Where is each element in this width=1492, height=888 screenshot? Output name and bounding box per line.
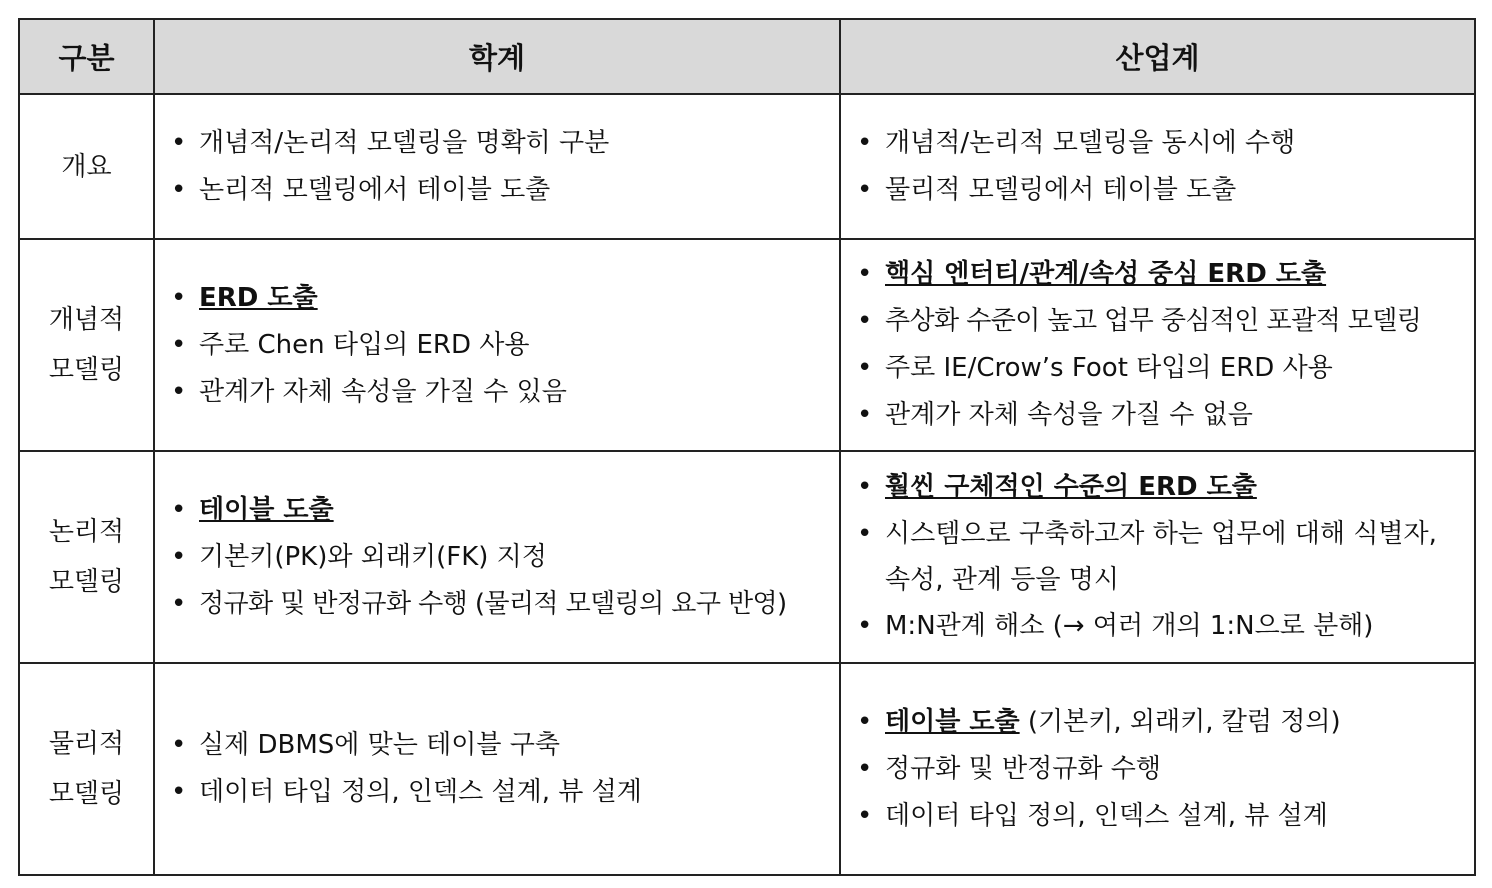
list-item: • 데이터 타입 정의, 인덱스 설계, 뷰 설계 — [853, 793, 1464, 840]
industry-cell — [840, 451, 1475, 663]
industry-cell — [840, 239, 1475, 451]
row-label — [19, 663, 154, 875]
list-item: • 추상화 수준이 높고 업무 중심적인 포괄적 모델링 — [853, 298, 1464, 345]
industry-cell — [840, 94, 1475, 239]
row-label-line: 모델링 — [48, 779, 125, 809]
list-item: • 관계가 자체 속성을 가질 수 있음 — [167, 369, 829, 416]
bullet-list — [841, 120, 1474, 214]
comparison-table — [18, 18, 1476, 876]
list-item: • 정규화 및 반정규화 수행 (물리적 모델링의 요구 반영) — [167, 581, 829, 628]
list-item: • 주로 IE/Crow’s Foot 타입의 ERD 사용 — [853, 345, 1464, 392]
list-item-suffix: (기본키, 외래키, 칼럼 정의) — [1019, 706, 1341, 737]
row-logical-modeling — [19, 451, 1475, 663]
row-label — [19, 94, 154, 239]
list-item — [853, 251, 1464, 298]
row-conceptual-modeling — [19, 239, 1475, 451]
list-item: • 개념적/논리적 모델링을 동시에 수행 — [853, 120, 1464, 167]
row-label — [19, 239, 154, 451]
academia-cell — [154, 663, 840, 875]
list-item: • 데이터 타입 정의, 인덱스 설계, 뷰 설계 — [167, 769, 829, 816]
list-item: • 논리적 모델링에서 테이블 도출 — [167, 167, 829, 214]
header-academia: 학계 — [154, 19, 840, 94]
header-row — [19, 19, 1475, 94]
emphasis-text: 핵심 엔터티/관계/속성 중심 ERD 도출 — [885, 259, 1327, 289]
row-label-line: 개념적 — [48, 305, 125, 335]
list-item — [853, 699, 1464, 746]
industry-cell — [840, 663, 1475, 875]
header-category: 구분 — [19, 19, 154, 94]
row-label-line: 논리적 — [48, 517, 125, 547]
emphasis-text: 테이블 도출 — [885, 706, 1020, 737]
row-overview — [19, 94, 1475, 239]
row-label-line: 모델링 — [48, 567, 125, 597]
emphasis-text: 테이블 도출 — [199, 494, 334, 525]
academia-cell — [154, 94, 840, 239]
list-item — [167, 275, 829, 322]
list-item: • 개념적/논리적 모델링을 명확히 구분 — [167, 120, 829, 167]
list-item: • 실제 DBMS에 맞는 테이블 구축 — [167, 722, 829, 769]
list-item: • 시스템으로 구축하고자 하는 업무에 대해 식별자, 속성, 관계 등을 명시 — [853, 511, 1464, 603]
emphasis-text: ERD 도출 — [199, 282, 318, 313]
bullet-list — [841, 251, 1474, 439]
list-item: • 정규화 및 반정규화 수행 — [853, 746, 1464, 793]
list-item: • 주로 Chen 타입의 ERD 사용 — [167, 322, 829, 369]
academia-cell — [154, 451, 840, 663]
row-label — [19, 451, 154, 663]
academia-cell — [154, 239, 840, 451]
bullet-list — [841, 699, 1474, 840]
row-label-line: 모델링 — [48, 355, 125, 385]
emphasis-text: 훨씬 구체적인 수준의 ERD 도출 — [885, 472, 1257, 502]
list-item — [167, 487, 829, 534]
list-item — [853, 464, 1464, 511]
list-item: • 관계가 자체 속성을 가질 수 없음 — [853, 392, 1464, 439]
bullet-list — [155, 275, 839, 416]
bullet-list — [155, 722, 839, 816]
header-industry: 산업계 — [840, 19, 1475, 94]
bullet-list — [155, 120, 839, 214]
row-label-text: 개요 — [61, 151, 112, 182]
list-item: • 기본키(PK)와 외래키(FK) 지정 — [167, 534, 829, 581]
row-label-line: 물리적 — [48, 729, 125, 759]
bullet-list — [155, 487, 839, 628]
list-item: • M:N관계 해소 (→ 여러 개의 1:N으로 분해) — [853, 603, 1464, 650]
list-item: • 물리적 모델링에서 테이블 도출 — [853, 167, 1464, 214]
row-physical-modeling — [19, 663, 1475, 875]
bullet-list — [841, 464, 1474, 650]
